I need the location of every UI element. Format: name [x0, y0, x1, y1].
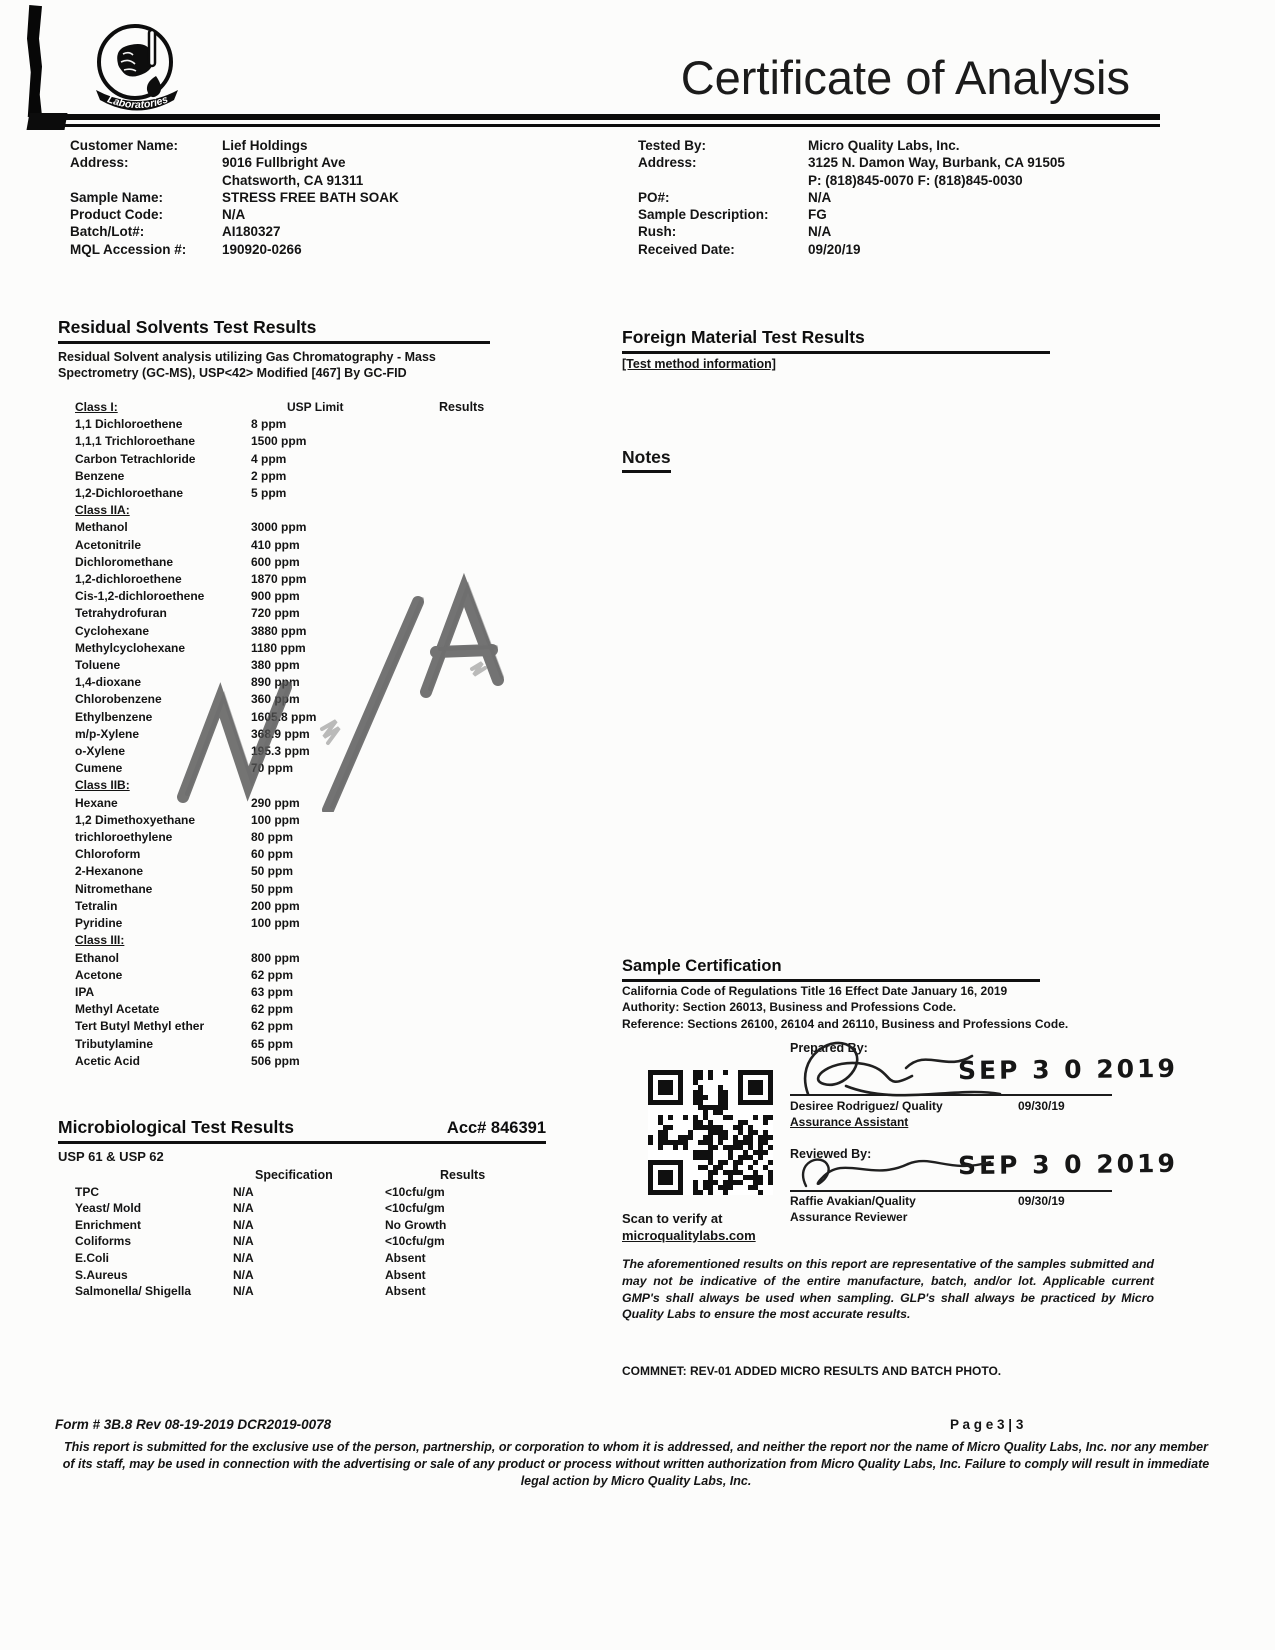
micro-result: Absent: [385, 1267, 426, 1282]
info-label: Received Date:: [638, 241, 735, 257]
info-label: Sample Name:: [70, 189, 164, 205]
header-divider: [30, 114, 1160, 127]
micro-spec: N/A: [233, 1217, 254, 1232]
micro-spec: N/A: [233, 1201, 254, 1216]
solvent-name: 1,1 Dichloroethene: [75, 417, 183, 432]
solvent-result: [381, 812, 555, 829]
solvent-limit: 65 ppm: [251, 1036, 294, 1051]
notes-heading: Notes: [622, 447, 671, 473]
micro-name: TPC: [75, 1184, 99, 1199]
micro-table: [75, 1167, 555, 1300]
solvent-limit: 1180 ppm: [251, 640, 306, 655]
info-value: P: (818)845-0070 F: (818)845-0030: [808, 172, 1023, 188]
micro-spec: N/A: [233, 1234, 254, 1249]
info-left-grid: [70, 137, 399, 258]
solvent-name: Acetone: [75, 967, 123, 982]
results-disclaimer: The aforementioned results on this report are representative of the samples submitted and may not be indicative of the entire manufacture, batch, and/or lot. Applicable current GMP's shall always be used when sampling. GLP's shall always be practiced by Micro Quality Labs to ensure the most accurate results.: [622, 1257, 1154, 1322]
prepared-signature: [786, 1028, 1018, 1102]
solvent-result: [381, 451, 555, 468]
info-label: Address:: [70, 155, 129, 171]
spec-header: Specification: [255, 1168, 333, 1182]
solvent-name: trichloroethylene: [75, 830, 173, 845]
micro-results-header: Results: [440, 1168, 486, 1182]
reviewed-date: 09/30/19: [1018, 1194, 1065, 1208]
info-label: [638, 172, 808, 189]
solvent-limit: 70 ppm: [251, 761, 294, 776]
micro-spec: N/A: [233, 1267, 254, 1282]
prepared-by-name: [790, 1099, 943, 1130]
solvent-name: Nitromethane: [75, 881, 153, 896]
solvent-result: [381, 967, 555, 984]
solvent-name: Methyl Acetate: [75, 1002, 160, 1017]
solvent-name: Chlorobenzene: [75, 692, 162, 707]
micro-result: Absent: [385, 1284, 426, 1299]
solvent-result: [381, 915, 555, 932]
prepared-date-stamp: SEP 3 0 2019: [957, 1053, 1179, 1086]
micro-spec: N/A: [233, 1284, 254, 1299]
solvent-name: 1,2-dichloroethene: [75, 572, 182, 587]
prepared-name-line1: Desiree Rodriguez/ Quality: [790, 1099, 943, 1113]
solvent-limit: 8 ppm: [251, 417, 287, 432]
solvent-name: Ethylbenzene: [75, 709, 153, 724]
solvent-name: 1,1,1 Trichloroethane: [75, 434, 196, 449]
info-label: Product Code:: [70, 207, 163, 223]
info-value: 09/20/19: [808, 241, 861, 257]
micro-col-empty: [75, 1167, 233, 1184]
solvent-limit: 195.3 ppm: [251, 744, 310, 759]
solvent-result: [381, 537, 555, 554]
certification-lines: [622, 983, 1162, 1032]
solvent-result: [381, 519, 555, 536]
micro-name: Enrichment: [75, 1217, 142, 1232]
solvent-name: Methanol: [75, 520, 128, 535]
solvent-result: [381, 1053, 555, 1070]
solvent-limit: 380 ppm: [251, 658, 300, 673]
reviewed-name-line2: Assurance Reviewer: [790, 1209, 908, 1224]
solvent-class-row: Class IIB:: [75, 778, 130, 793]
logo-caption: Laboratories: [105, 93, 170, 112]
solvent-result: [381, 898, 555, 915]
info-value: AI180327: [222, 224, 281, 240]
info-right-grid: [638, 137, 1065, 258]
logo-thermometer: [149, 30, 155, 66]
page-indicator: P a g e 3 | 3: [950, 1417, 1024, 1432]
solvent-name: Pyridine: [75, 916, 123, 931]
micro-result: Absent: [385, 1250, 426, 1265]
reviewed-date-stamp: SEP 3 0 2019: [957, 1148, 1179, 1181]
qr-code: [648, 1070, 773, 1195]
solvent-result: [381, 416, 555, 433]
info-value: Chatsworth, CA 91311: [222, 172, 364, 188]
info-value: N/A: [222, 207, 246, 223]
solvent-limit: 1500 ppm: [251, 434, 307, 449]
legal-notice: This report is submitted for the exclusive use of the person, partnership, or corporation to whom it is addressed, and neither the report nor the name of Micro Quality Labs, Inc. nor any member of its staff, may be used in connection with the advertising or sale of any product or process without written authorization from Micro Quality Labs, Inc. Failure to comply will result in immediate legal action by Micro Quality Labs, Inc.: [62, 1440, 1210, 1488]
residual-solvents-heading: Residual Solvents Test Results: [58, 317, 490, 344]
info-label: Batch/Lot#:: [70, 224, 145, 240]
logo-droplet: [147, 76, 161, 97]
micro-subheading: USP 61 & USP 62: [58, 1149, 164, 1164]
solvent-class-row: Class III:: [75, 933, 125, 948]
prepared-date: 09/30/19: [1018, 1099, 1065, 1113]
solvent-name: Chloroform: [75, 847, 141, 862]
solvent-result: [381, 468, 555, 485]
solvent-limit: 5 ppm: [251, 486, 287, 501]
solvent-class-header: Class I:: [75, 400, 118, 414]
solvent-limit: 4 ppm: [251, 451, 287, 466]
foreign-method-info: [Test method information]: [622, 357, 776, 371]
solvent-limit: 290 ppm: [251, 795, 300, 810]
solvent-result: [381, 829, 555, 846]
solvent-name: Ethanol: [75, 950, 119, 965]
micro-name: Salmonella/ Shigella: [75, 1284, 192, 1299]
info-value: Micro Quality Labs, Inc.: [808, 138, 960, 153]
solvent-name: Dichloromethane: [75, 554, 174, 569]
solvent-name: Benzene: [75, 468, 125, 483]
info-value: 190920-0266: [222, 241, 302, 257]
info-label: PO#:: [638, 189, 670, 205]
micro-spec: N/A: [233, 1250, 254, 1265]
prepared-name-line2: Assurance Assistant: [790, 1114, 909, 1129]
solvent-result: [381, 1018, 555, 1035]
micro-result: No Growth: [385, 1217, 447, 1232]
micro-name: Coliforms: [75, 1234, 132, 1249]
solvent-class-row: Class IIA:: [75, 503, 130, 518]
solvent-name: Toluene: [75, 658, 121, 673]
usp-limit-header: USP Limit: [287, 400, 344, 414]
solvent-limit: 62 ppm: [251, 967, 294, 982]
solvent-limit: 63 ppm: [251, 984, 294, 999]
solvent-limit: 720 ppm: [251, 606, 300, 621]
info-value: 3125 N. Damon Way, Burbank, CA 91505: [808, 155, 1065, 171]
solvent-limit: 506 ppm: [251, 1053, 300, 1068]
logo-brain: [117, 44, 153, 76]
solvent-result: [381, 881, 555, 898]
solvent-result: [381, 485, 555, 502]
cert-line: California Code of Regulations Title 16 Effect Date January 16, 2019: [622, 984, 1008, 998]
solvent-result: [381, 863, 555, 880]
reviewed-by-label: Reviewed By:: [790, 1147, 872, 1161]
solvent-limit: 3880 ppm: [251, 623, 307, 638]
solvent-limit: 100 ppm: [251, 916, 300, 931]
solvent-name: 1,2 Dimethoxyethane: [75, 812, 196, 827]
info-label: Sample Description:: [638, 207, 769, 223]
comment-line: COMMNET: REV-01 ADDED MICRO RESULTS AND BATCH PHOTO.: [622, 1364, 1002, 1378]
micro-name: E.Coli: [75, 1250, 110, 1265]
solvent-name: Cumene: [75, 761, 123, 776]
solvent-name: Acetic Acid: [75, 1053, 140, 1068]
solvent-limit: 890 ppm: [251, 675, 300, 690]
results-header: Results: [439, 400, 485, 414]
solvent-limit: 50 ppm: [251, 864, 294, 879]
solvent-limit: 62 ppm: [251, 1002, 294, 1017]
info-label: Address:: [638, 155, 697, 171]
prepared-by-label: Prepared By:: [790, 1041, 868, 1055]
solvent-limit: 360 ppm: [251, 692, 300, 707]
solvent-limit: 368.9 ppm: [251, 726, 310, 741]
solvent-name: Tetralin: [75, 898, 118, 913]
handwritten-na: [168, 572, 513, 812]
info-value: N/A: [808, 224, 832, 240]
micro-result: <10cfu/gm: [385, 1234, 445, 1249]
reviewed-name-line1: Raffie Avakian/Quality: [790, 1194, 916, 1208]
solvent-name: Methylcyclohexane: [75, 640, 186, 655]
micro-spec: N/A: [233, 1184, 254, 1199]
micro-heading-row: [58, 1117, 546, 1144]
sample-certification-heading: Sample Certification: [622, 957, 1040, 982]
solvent-name: Carbon Tetrachloride: [75, 451, 196, 466]
solvent-name: 1,4-dioxane: [75, 675, 142, 690]
micro-name: Yeast/ Mold: [75, 1201, 142, 1216]
solvent-name: 2-Hexanone: [75, 864, 144, 879]
solvent-limit: 410 ppm: [251, 537, 300, 552]
solvent-limit: 900 ppm: [251, 589, 300, 604]
solvent-name: 1,2-Dichloroethane: [75, 486, 184, 501]
info-label: Rush:: [638, 224, 677, 240]
solvent-name: Cis-1,2-dichloroethene: [75, 589, 205, 604]
solvent-result: [381, 1001, 555, 1018]
solvent-limit: 1605.8 ppm: [251, 709, 317, 724]
solvent-name: Cyclohexane: [75, 623, 150, 638]
solvent-limit: 62 ppm: [251, 1019, 294, 1034]
info-value: FG: [808, 207, 827, 223]
micro-name: S.Aureus: [75, 1267, 128, 1282]
reviewed-by-name: [790, 1194, 916, 1225]
solvent-name: Hexane: [75, 795, 118, 810]
solvent-name: Tert Butyl Methyl ether: [75, 1019, 205, 1034]
solvent-name: m/p-Xylene: [75, 726, 140, 741]
micro-heading: Microbiological Test Results: [58, 1117, 294, 1137]
solvent-limit: 50 ppm: [251, 881, 294, 896]
solvent-result: [381, 950, 555, 967]
info-label: MQL Accession #:: [70, 241, 187, 257]
info-value: Lief Holdings: [222, 138, 308, 153]
solvent-limit: 60 ppm: [251, 847, 294, 862]
solvent-name: o-Xylene: [75, 744, 126, 759]
solvent-name: IPA: [75, 984, 95, 999]
lab-logo: [90, 20, 186, 122]
solvent-result: [381, 984, 555, 1001]
prepared-signature-line: [790, 1094, 1112, 1096]
micro-accession: Acc# 846391: [446, 1119, 546, 1137]
solvent-name: Tributylamine: [75, 1036, 154, 1051]
solvent-result: [381, 846, 555, 863]
solvent-name: Acetonitrile: [75, 537, 142, 552]
solvent-limit: 80 ppm: [251, 830, 294, 845]
page-title: Certificate of Analysis: [680, 51, 1130, 104]
cert-line: Reference: Sections 26100, 26104 and 26110, Business and Professions Code.: [622, 1016, 1069, 1031]
reviewed-signature-line: [790, 1190, 1112, 1192]
scan-artifact: [27, 5, 42, 117]
foreign-material-heading: Foreign Material Test Results: [622, 327, 1050, 354]
form-number: Form # 3B.8 Rev 08-19-2019 DCR2019-0078: [55, 1417, 332, 1432]
solvent-result: [381, 433, 555, 450]
solvent-limit: 200 ppm: [251, 898, 300, 913]
micro-result: <10cfu/gm: [385, 1184, 445, 1199]
residual-method-text: Residual Solvent analysis utilizing Gas Chromatography - Mass Spectrometry (GC-MS), USP<42> Modified [467] By GC-FID: [58, 350, 436, 380]
solvent-limit: 800 ppm: [251, 950, 300, 965]
qr-verify-url: microqualitylabs.com: [622, 1228, 756, 1243]
solvent-limit: 600 ppm: [251, 554, 300, 569]
info-label: [70, 172, 222, 189]
info-value: N/A: [808, 189, 832, 205]
info-label: Tested By:: [638, 138, 707, 153]
solvent-result: [381, 554, 555, 571]
micro-result: <10cfu/gm: [385, 1201, 445, 1216]
info-label: Customer Name:: [70, 138, 179, 153]
info-value: 9016 Fullbright Ave: [222, 155, 346, 171]
qr-caption: Scan to verify at: [622, 1211, 723, 1226]
solvent-result: [381, 1036, 555, 1053]
solvent-limit: 100 ppm: [251, 812, 300, 827]
solvent-limit: 3000 ppm: [251, 520, 307, 535]
info-value: STRESS FREE BATH SOAK: [222, 189, 399, 205]
cert-line: Authority: Section 26013, Business and Professions Code.: [622, 1000, 957, 1015]
solvent-limit: 1870 ppm: [251, 572, 307, 587]
solvent-limit: 2 ppm: [251, 468, 287, 483]
solvent-name: Tetrahydrofuran: [75, 606, 167, 621]
